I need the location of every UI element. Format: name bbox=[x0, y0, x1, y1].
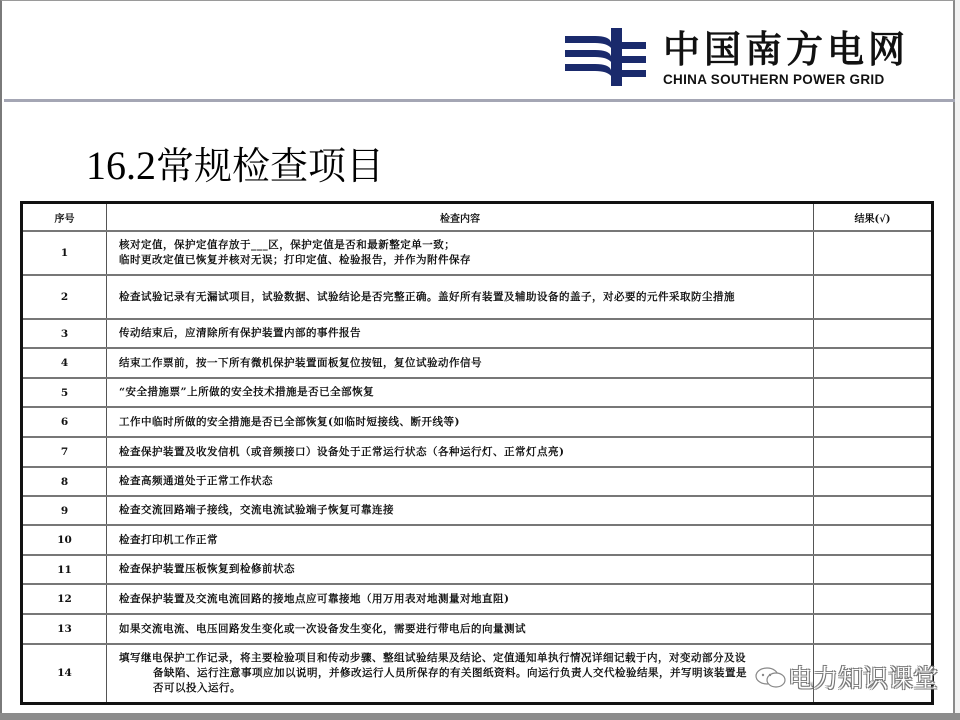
table-row bbox=[22, 231, 933, 275]
row-number: 9 bbox=[22, 496, 107, 525]
table-row bbox=[22, 348, 933, 378]
content-line: 备缺陷、运行注意事项应加以说明，并修改运行人员所保存的有关图纸资料。向运行负责人交代检验结果，并写明该装置是 bbox=[153, 666, 747, 679]
result-checkbox-cell[interactable] bbox=[814, 525, 933, 555]
result-checkbox-cell[interactable] bbox=[814, 437, 933, 467]
table-row bbox=[22, 407, 933, 437]
brand-name-cn: 中国南方电网 bbox=[663, 28, 909, 71]
content-line: 检查交流回路端子接线，交流电流试验端子恢复可靠连接 bbox=[119, 504, 394, 516]
content-line: 检查保护装置压板恢复到检修前状态 bbox=[119, 563, 295, 575]
row-content bbox=[107, 319, 814, 348]
row-content bbox=[107, 496, 814, 525]
row-number: 7 bbox=[22, 437, 107, 467]
header-result: 结果(√) bbox=[814, 203, 933, 232]
content-line: 检查高频通道处于正常工作状态 bbox=[119, 475, 273, 487]
table-row bbox=[22, 555, 933, 584]
result-checkbox-cell[interactable] bbox=[814, 231, 933, 275]
watermark-text: 电力知识课堂 bbox=[788, 664, 939, 693]
table-row bbox=[22, 614, 933, 644]
title-text: 常规检查项目 bbox=[156, 144, 385, 188]
row-content bbox=[107, 584, 814, 614]
row-number: 13 bbox=[22, 614, 107, 644]
content-line: 结束工作票前，按一下所有微机保护装置面板复位按钮，复位试验动作信号 bbox=[119, 356, 482, 369]
brand-name-en: CHINA SOUTHERN POWER GRID bbox=[663, 72, 885, 87]
result-checkbox-cell[interactable] bbox=[814, 467, 933, 496]
row-content bbox=[107, 348, 814, 378]
content-line: 填写继电保护工作记录，将主要检验项目和传动步骤、整组试验结果及结论、定值通知单执行情况详细记载于内，对变动部分及设 bbox=[119, 651, 746, 664]
content-line: “安全措施票”上所做的安全技术措施是否已全部恢复 bbox=[119, 386, 375, 398]
content-line: 传动结束后，应清除所有保护装置内部的事件报告 bbox=[119, 327, 361, 339]
row-content bbox=[107, 525, 814, 555]
content-line: 工作中临时所做的安全措施是否已全部恢复(如临时短接线、断开线等) bbox=[119, 415, 460, 428]
content-line: 临时更改定值已恢复并核对无误；打印定值、检验报告，并作为附件保存 bbox=[119, 254, 471, 266]
csg-logo-icon bbox=[565, 28, 649, 86]
row-content bbox=[107, 555, 814, 584]
table-row bbox=[22, 437, 933, 467]
result-checkbox-cell[interactable] bbox=[814, 348, 933, 378]
table-row bbox=[22, 378, 933, 407]
table-row bbox=[22, 525, 933, 555]
table-row bbox=[22, 319, 933, 348]
row-content bbox=[107, 378, 814, 407]
row-number: 10 bbox=[22, 525, 107, 555]
header-content: 检查内容 bbox=[107, 203, 814, 232]
row-number: 1 bbox=[22, 231, 107, 275]
row-number: 2 bbox=[22, 275, 107, 319]
row-content bbox=[107, 407, 814, 437]
table-header-row bbox=[22, 203, 933, 232]
content-line: 如果交流电流、电压回路发生变化或一次设备发生变化，需要进行带电后的向量测试 bbox=[119, 622, 526, 635]
row-number: 8 bbox=[22, 467, 107, 496]
wechat-bubble-icon bbox=[754, 665, 788, 691]
page-title bbox=[86, 141, 384, 191]
row-number: 12 bbox=[22, 584, 107, 614]
content-line: 检查试验记录有无漏试项目，试验数据、试验结论是否完整正确。盖好所有装置及辅助设备的盖子，对必要的元件采取防尘措施 bbox=[119, 290, 735, 303]
row-content bbox=[107, 644, 814, 703]
title-number: 16.2 bbox=[86, 143, 156, 188]
header-no: 序号 bbox=[22, 203, 107, 232]
row-number: 5 bbox=[22, 378, 107, 407]
content-line: 检查保护装置及收发信机（或音频接口）设备处于正常运行状态（各种运行灯、正常灯点亮) bbox=[119, 445, 565, 458]
slide-bottom-bar bbox=[0, 713, 960, 720]
slide-edge bbox=[955, 0, 960, 713]
row-content bbox=[107, 614, 814, 644]
row-content bbox=[107, 437, 814, 467]
row-content bbox=[107, 231, 814, 275]
table-row bbox=[22, 584, 933, 614]
result-checkbox-cell[interactable] bbox=[814, 275, 933, 319]
result-checkbox-cell[interactable] bbox=[814, 614, 933, 644]
row-number: 3 bbox=[22, 319, 107, 348]
content-line: 检查打印机工作正常 bbox=[119, 533, 218, 546]
table-row bbox=[22, 275, 933, 319]
result-checkbox-cell[interactable] bbox=[814, 378, 933, 407]
result-checkbox-cell[interactable] bbox=[814, 555, 933, 584]
watermark bbox=[754, 657, 939, 697]
checklist-table bbox=[20, 201, 934, 705]
row-content bbox=[107, 275, 814, 319]
row-content bbox=[107, 467, 814, 496]
row-number: 14 bbox=[22, 644, 107, 703]
table-row bbox=[22, 496, 933, 525]
result-checkbox-cell[interactable] bbox=[814, 407, 933, 437]
content-line: 核对定值，保护定值存放于___区，保护定值是否和最新整定单一致； bbox=[119, 239, 456, 251]
row-number: 4 bbox=[22, 348, 107, 378]
header-divider bbox=[4, 99, 955, 102]
content-line: 否可以投入运行。 bbox=[153, 681, 241, 694]
content-line: 检查保护装置及交流电流回路的接地点应可靠接地（用万用表对地测量对地直阻) bbox=[119, 592, 510, 605]
result-checkbox-cell[interactable] bbox=[814, 584, 933, 614]
row-number: 11 bbox=[22, 555, 107, 584]
brand-logo bbox=[565, 28, 915, 88]
table-row bbox=[22, 467, 933, 496]
result-checkbox-cell[interactable] bbox=[814, 319, 933, 348]
result-checkbox-cell[interactable] bbox=[814, 496, 933, 525]
row-number: 6 bbox=[22, 407, 107, 437]
